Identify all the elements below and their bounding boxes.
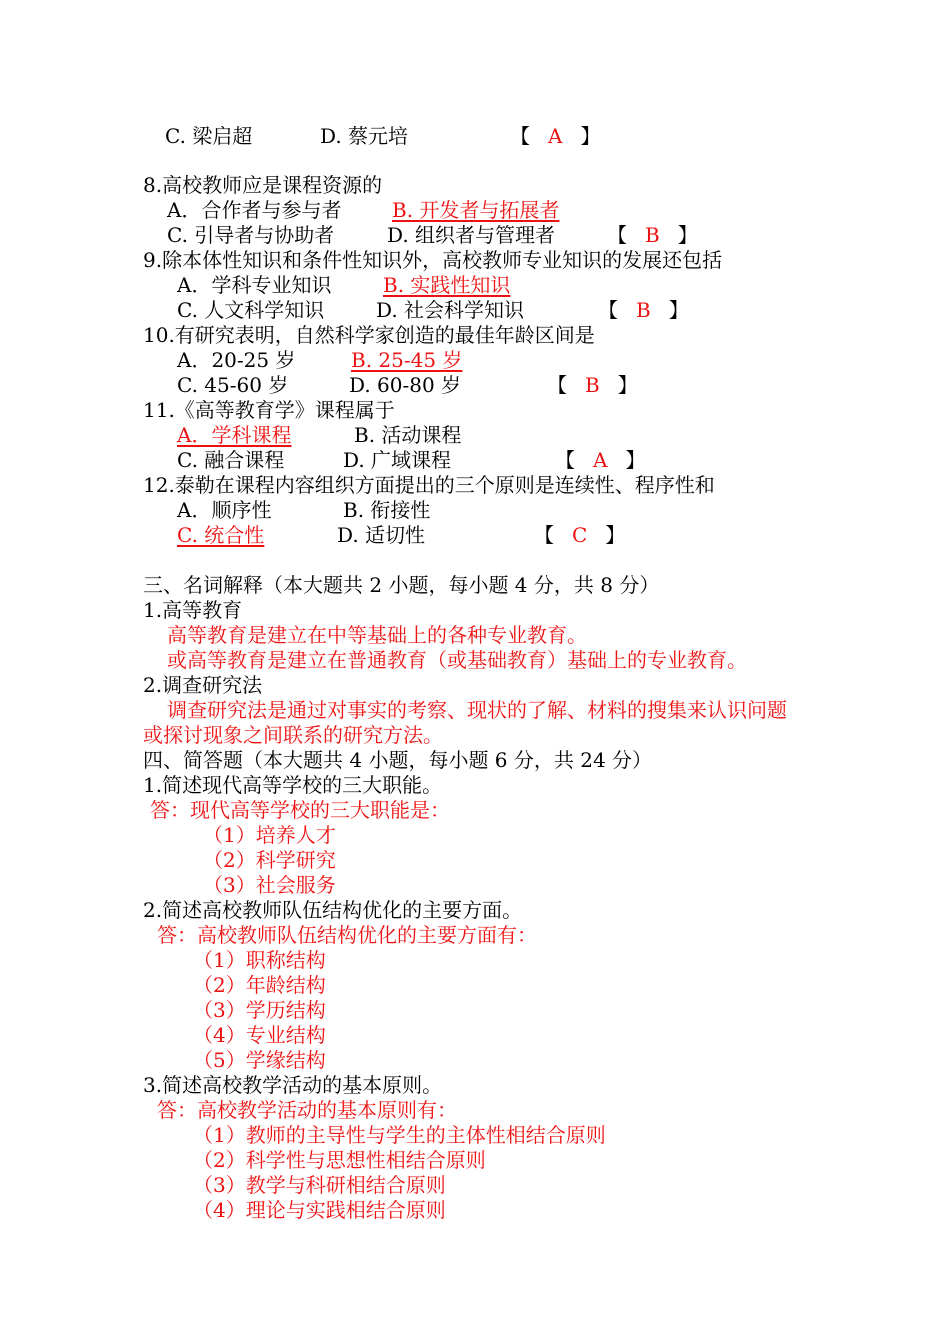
section4-q2: 2.简述高校教师队伍结构优化的主要方面。 xyxy=(143,898,523,922)
q7-bracket-open: 【 xyxy=(510,124,530,148)
q9-option-b: B. 实践性知识 xyxy=(383,273,511,297)
q8-bracket-close: 】 xyxy=(677,223,698,247)
q8-option-d: D. 组织者与管理者 xyxy=(387,223,556,247)
q7-option-c: C. 梁启超 xyxy=(165,124,253,148)
q12-options-ab xyxy=(177,497,430,523)
section4-q3-answer-intro: 答：高校教学活动的基本原则有： xyxy=(157,1098,457,1122)
q10-answer: B xyxy=(585,373,600,397)
section3-term1-answer-1: 高等教育是建立在中等基础上的各种专业教育。 xyxy=(167,623,587,647)
section3-term1: 1.高等教育 xyxy=(143,598,243,622)
q12-option-d: D. 适切性 xyxy=(337,523,426,547)
q9-bracket-close: 】 xyxy=(668,298,689,322)
q11-bracket-open: 【 xyxy=(555,448,575,472)
q11-bracket-close: 】 xyxy=(625,448,646,472)
section4-q2-item: （1）职称结构 xyxy=(193,948,326,972)
q9-stem: 9.除本体性知识和条件性知识外，高校教师专业知识的发展还包括 xyxy=(143,248,723,272)
section4-q1-item: （2）科学研究 xyxy=(203,848,336,872)
section4-q1-item: （3）社会服务 xyxy=(203,873,336,897)
q10-option-b: B. 25-45 岁 xyxy=(351,348,463,372)
section4-q3-item: （1）教师的主导性与学生的主体性相结合原则 xyxy=(193,1123,606,1147)
q7-options-row xyxy=(165,123,600,149)
section4-q3: 3.简述高校教学活动的基本原则。 xyxy=(143,1073,443,1097)
section3-term2-answer-1: 调查研究法是通过对事实的考察、现状的了解、材料的搜集来认识问题 xyxy=(167,698,787,722)
q11-options-ab xyxy=(177,422,461,448)
section4-q2-answer-intro: 答：高校教师队伍结构优化的主要方面有： xyxy=(157,923,537,947)
q9-option-a: A．学科专业知识 xyxy=(177,273,332,297)
q7-bracket-close: 】 xyxy=(580,124,601,148)
q11-option-a: A．学科课程 xyxy=(177,423,292,447)
q9-answer: B xyxy=(636,298,651,322)
q11-option-b: B. 活动课程 xyxy=(354,423,462,447)
q9-bracket-open: 【 xyxy=(598,298,618,322)
q12-bracket-open: 【 xyxy=(534,523,554,547)
section4-q2-item: （3）学历结构 xyxy=(193,998,326,1022)
q10-option-d: D. 60-80 岁 xyxy=(349,373,462,397)
q12-bracket-close: 】 xyxy=(605,523,626,547)
section4-q2-item: （2）年龄结构 xyxy=(193,973,326,997)
section4-q3-item: （3）教学与科研相结合原则 xyxy=(193,1173,446,1197)
section4-q2-item: （5）学缘结构 xyxy=(193,1048,326,1072)
q8-bracket-open: 【 xyxy=(607,223,627,247)
q11-stem: 11.《高等教育学》课程属于 xyxy=(143,398,395,422)
q10-option-a: A．20-25 岁 xyxy=(177,348,296,372)
section4-q3-item: （2）科学性与思想性相结合原则 xyxy=(193,1148,486,1172)
q9-option-c: C. 人文科学知识 xyxy=(177,298,325,322)
q10-stem: 10.有研究表明，自然科学家创造的最佳年龄区间是 xyxy=(143,323,595,347)
q10-bracket-open: 【 xyxy=(547,373,567,397)
q11-options-cd xyxy=(177,447,645,473)
section4-q1-item: （1）培养人才 xyxy=(203,823,336,847)
q9-option-d: D. 社会科学知识 xyxy=(376,298,525,322)
q12-answer: C xyxy=(572,523,588,547)
q11-option-c: C. 融合课程 xyxy=(177,448,285,472)
q10-bracket-close: 】 xyxy=(617,373,638,397)
q7-option-d: D. 蔡元培 xyxy=(320,124,409,148)
q8-options-ab xyxy=(167,197,559,223)
section3-heading: 三、名词解释（本大题共 2 小题，每小题 4 分，共 8 分） xyxy=(143,573,660,597)
q7-answer: A xyxy=(548,124,563,148)
q8-stem: 8.高校教师应是课程资源的 xyxy=(143,173,383,197)
section3-term2-answer-2: 或探讨现象之间联系的研究方法。 xyxy=(143,723,443,747)
q8-answer: B xyxy=(645,223,660,247)
section3-term2: 2.调查研究法 xyxy=(143,673,263,697)
q10-options-cd xyxy=(177,372,638,398)
section4-q2-item: （4）专业结构 xyxy=(193,1023,326,1047)
section4-q1: 1.简述现代高等学校的三大职能。 xyxy=(143,773,443,797)
section3-term1-answer-2: 或高等教育是建立在普通教育（或基础教育）基础上的专业教育。 xyxy=(167,648,747,672)
q10-option-c: C. 45-60 岁 xyxy=(177,373,289,397)
q11-answer: A xyxy=(593,448,608,472)
q12-option-c: C. 统合性 xyxy=(177,523,265,547)
q12-stem: 12.泰勒在课程内容组织方面提出的三个原则是连续性、程序性和 xyxy=(143,473,715,497)
q9-options-cd xyxy=(177,297,689,323)
q8-option-a: A．合作者与参与者 xyxy=(167,198,342,222)
section4-q1-answer-intro: 答：现代高等学校的三大职能是： xyxy=(150,798,450,822)
q8-option-b: B. 开发者与拓展者 xyxy=(392,198,560,222)
q12-option-a: A．顺序性 xyxy=(177,498,272,522)
q12-options-cd xyxy=(177,522,625,548)
section4-heading: 四、简答题（本大题共 4 小题，每小题 6 分，共 24 分） xyxy=(143,748,653,772)
q9-options-ab xyxy=(177,272,510,298)
q12-option-b: B. 衔接性 xyxy=(343,498,431,522)
q8-options-cd xyxy=(167,222,698,248)
q10-options-ab xyxy=(177,347,462,373)
section4-q3-item: （4）理论与实践相结合原则 xyxy=(193,1198,446,1222)
q11-option-d: D. 广域课程 xyxy=(343,448,452,472)
q8-option-c: C. 引导者与协助者 xyxy=(167,223,335,247)
